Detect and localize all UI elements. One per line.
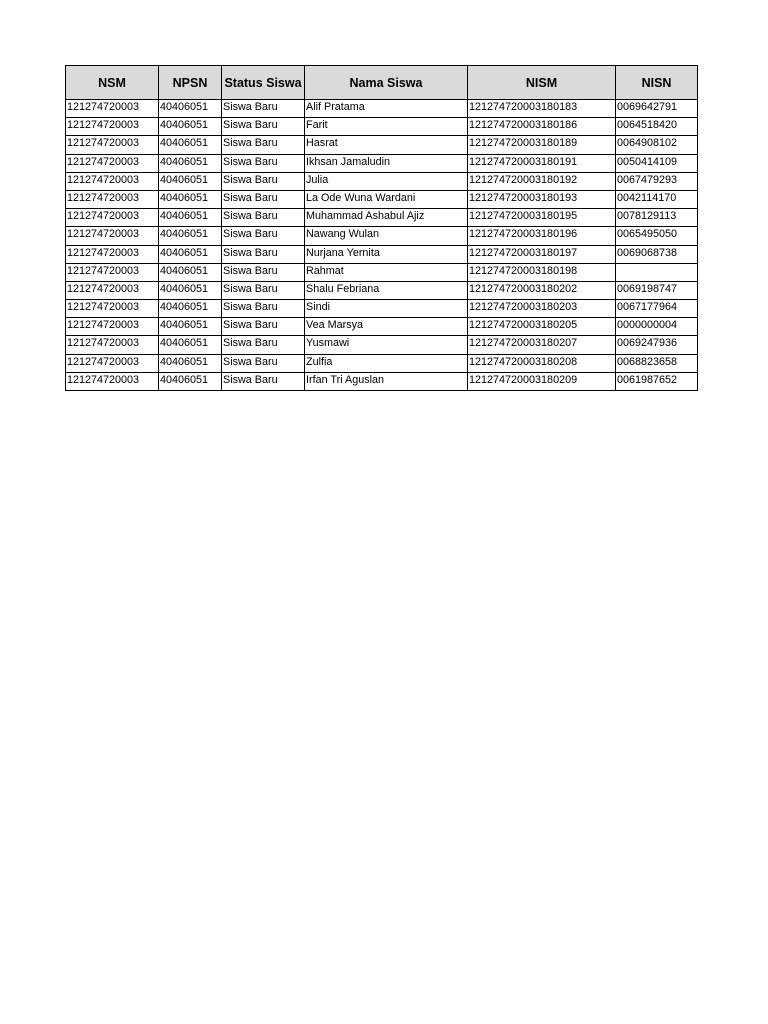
column-header-npsn: NPSN (159, 66, 222, 100)
table-row (66, 136, 698, 154)
cell-nama-siswa: Julia (305, 172, 468, 190)
cell-nama-siswa: Rahmat (305, 263, 468, 281)
cell-npsn: 40406051 (159, 300, 222, 318)
cell-nsm: 121274720003 (66, 263, 159, 281)
table-row (66, 263, 698, 281)
cell-status-siswa: Siswa Baru (222, 209, 305, 227)
cell-nisn: 0078129113 (616, 209, 698, 227)
cell-nama-siswa: Nurjana Yernita (305, 245, 468, 263)
cell-nsm: 121274720003 (66, 118, 159, 136)
cell-nisn (616, 263, 698, 281)
cell-nsm: 121274720003 (66, 336, 159, 354)
table-row (66, 118, 698, 136)
cell-status-siswa: Siswa Baru (222, 172, 305, 190)
table-row (66, 172, 698, 190)
cell-status-siswa: Siswa Baru (222, 300, 305, 318)
cell-nism: 121274720003180209 (468, 372, 616, 390)
cell-status-siswa: Siswa Baru (222, 118, 305, 136)
cell-nism: 121274720003180186 (468, 118, 616, 136)
cell-nisn: 0064518420 (616, 118, 698, 136)
cell-nama-siswa: Alif Pratama (305, 100, 468, 118)
column-header-nsm: NSM (66, 66, 159, 100)
cell-npsn: 40406051 (159, 100, 222, 118)
cell-nism: 121274720003180202 (468, 281, 616, 299)
column-header-nama-siswa: Nama Siswa (305, 66, 468, 100)
cell-nism: 121274720003180207 (468, 336, 616, 354)
cell-status-siswa: Siswa Baru (222, 190, 305, 208)
table-row (66, 354, 698, 372)
cell-nism: 121274720003180192 (468, 172, 616, 190)
column-header-nisn: NISN (616, 66, 698, 100)
column-header-status-siswa: Status Siswa (222, 66, 305, 100)
cell-nsm: 121274720003 (66, 281, 159, 299)
cell-status-siswa: Siswa Baru (222, 354, 305, 372)
table-row (66, 245, 698, 263)
cell-npsn: 40406051 (159, 190, 222, 208)
cell-nisn: 0050414109 (616, 154, 698, 172)
cell-npsn: 40406051 (159, 318, 222, 336)
cell-nism: 121274720003180191 (468, 154, 616, 172)
cell-nsm: 121274720003 (66, 227, 159, 245)
cell-status-siswa: Siswa Baru (222, 281, 305, 299)
cell-npsn: 40406051 (159, 281, 222, 299)
cell-nsm: 121274720003 (66, 172, 159, 190)
cell-status-siswa: Siswa Baru (222, 100, 305, 118)
cell-nsm: 121274720003 (66, 154, 159, 172)
table-row (66, 300, 698, 318)
cell-nism: 121274720003180198 (468, 263, 616, 281)
cell-nama-siswa: Zulfia (305, 354, 468, 372)
cell-nisn: 0068823658 (616, 354, 698, 372)
cell-nama-siswa: Ikhsan Jamaludin (305, 154, 468, 172)
cell-nism: 121274720003180193 (468, 190, 616, 208)
cell-nisn: 0067479293 (616, 172, 698, 190)
cell-nisn: 0065495050 (616, 227, 698, 245)
table-row (66, 100, 698, 118)
cell-nism: 121274720003180195 (468, 209, 616, 227)
cell-nisn: 0042114170 (616, 190, 698, 208)
cell-nsm: 121274720003 (66, 300, 159, 318)
cell-status-siswa: Siswa Baru (222, 318, 305, 336)
student-table (65, 65, 698, 391)
table-body (66, 100, 698, 391)
cell-nism: 121274720003180205 (468, 318, 616, 336)
cell-nama-siswa: Yusmawi (305, 336, 468, 354)
cell-nisn: 0069247936 (616, 336, 698, 354)
cell-npsn: 40406051 (159, 245, 222, 263)
cell-status-siswa: Siswa Baru (222, 263, 305, 281)
cell-npsn: 40406051 (159, 172, 222, 190)
cell-nama-siswa: Shalu Febriana (305, 281, 468, 299)
cell-status-siswa: Siswa Baru (222, 372, 305, 390)
table-row (66, 281, 698, 299)
cell-nama-siswa: Muhammad Ashabul Ajiz (305, 209, 468, 227)
cell-nama-siswa: Sindi (305, 300, 468, 318)
cell-nama-siswa: Vea Marsya (305, 318, 468, 336)
cell-nisn: 0069068738 (616, 245, 698, 263)
cell-npsn: 40406051 (159, 372, 222, 390)
cell-nsm: 121274720003 (66, 136, 159, 154)
cell-nisn: 0069198747 (616, 281, 698, 299)
cell-nism: 121274720003180189 (468, 136, 616, 154)
cell-nism: 121274720003180196 (468, 227, 616, 245)
table-row (66, 209, 698, 227)
cell-nism: 121274720003180208 (468, 354, 616, 372)
table-row (66, 154, 698, 172)
table-row (66, 318, 698, 336)
header-row (66, 66, 698, 100)
table-row (66, 336, 698, 354)
table-row (66, 372, 698, 390)
table-row (66, 190, 698, 208)
cell-npsn: 40406051 (159, 336, 222, 354)
cell-nism: 121274720003180197 (468, 245, 616, 263)
cell-npsn: 40406051 (159, 136, 222, 154)
cell-nsm: 121274720003 (66, 354, 159, 372)
cell-npsn: 40406051 (159, 118, 222, 136)
cell-nisn: 0067177964 (616, 300, 698, 318)
cell-nsm: 121274720003 (66, 190, 159, 208)
cell-status-siswa: Siswa Baru (222, 336, 305, 354)
column-header-nism: NISM (468, 66, 616, 100)
cell-npsn: 40406051 (159, 209, 222, 227)
cell-npsn: 40406051 (159, 354, 222, 372)
cell-status-siswa: Siswa Baru (222, 154, 305, 172)
cell-nisn: 0000000004 (616, 318, 698, 336)
cell-status-siswa: Siswa Baru (222, 245, 305, 263)
cell-nisn: 0064908102 (616, 136, 698, 154)
cell-nsm: 121274720003 (66, 100, 159, 118)
cell-nama-siswa: La Ode Wuna Wardani (305, 190, 468, 208)
cell-status-siswa: Siswa Baru (222, 136, 305, 154)
table-header (66, 66, 698, 100)
cell-nism: 121274720003180203 (468, 300, 616, 318)
cell-nama-siswa: Irfan Tri Aguslan (305, 372, 468, 390)
cell-npsn: 40406051 (159, 227, 222, 245)
cell-nama-siswa: Nawang Wulan (305, 227, 468, 245)
cell-nsm: 121274720003 (66, 372, 159, 390)
cell-nama-siswa: Hasrat (305, 136, 468, 154)
cell-status-siswa: Siswa Baru (222, 227, 305, 245)
cell-npsn: 40406051 (159, 263, 222, 281)
cell-nama-siswa: Farit (305, 118, 468, 136)
cell-npsn: 40406051 (159, 154, 222, 172)
cell-nisn: 0061987652 (616, 372, 698, 390)
cell-nisn: 0069642791 (616, 100, 698, 118)
cell-nsm: 121274720003 (66, 318, 159, 336)
cell-nism: 121274720003180183 (468, 100, 616, 118)
cell-nsm: 121274720003 (66, 245, 159, 263)
table-row (66, 227, 698, 245)
cell-nsm: 121274720003 (66, 209, 159, 227)
